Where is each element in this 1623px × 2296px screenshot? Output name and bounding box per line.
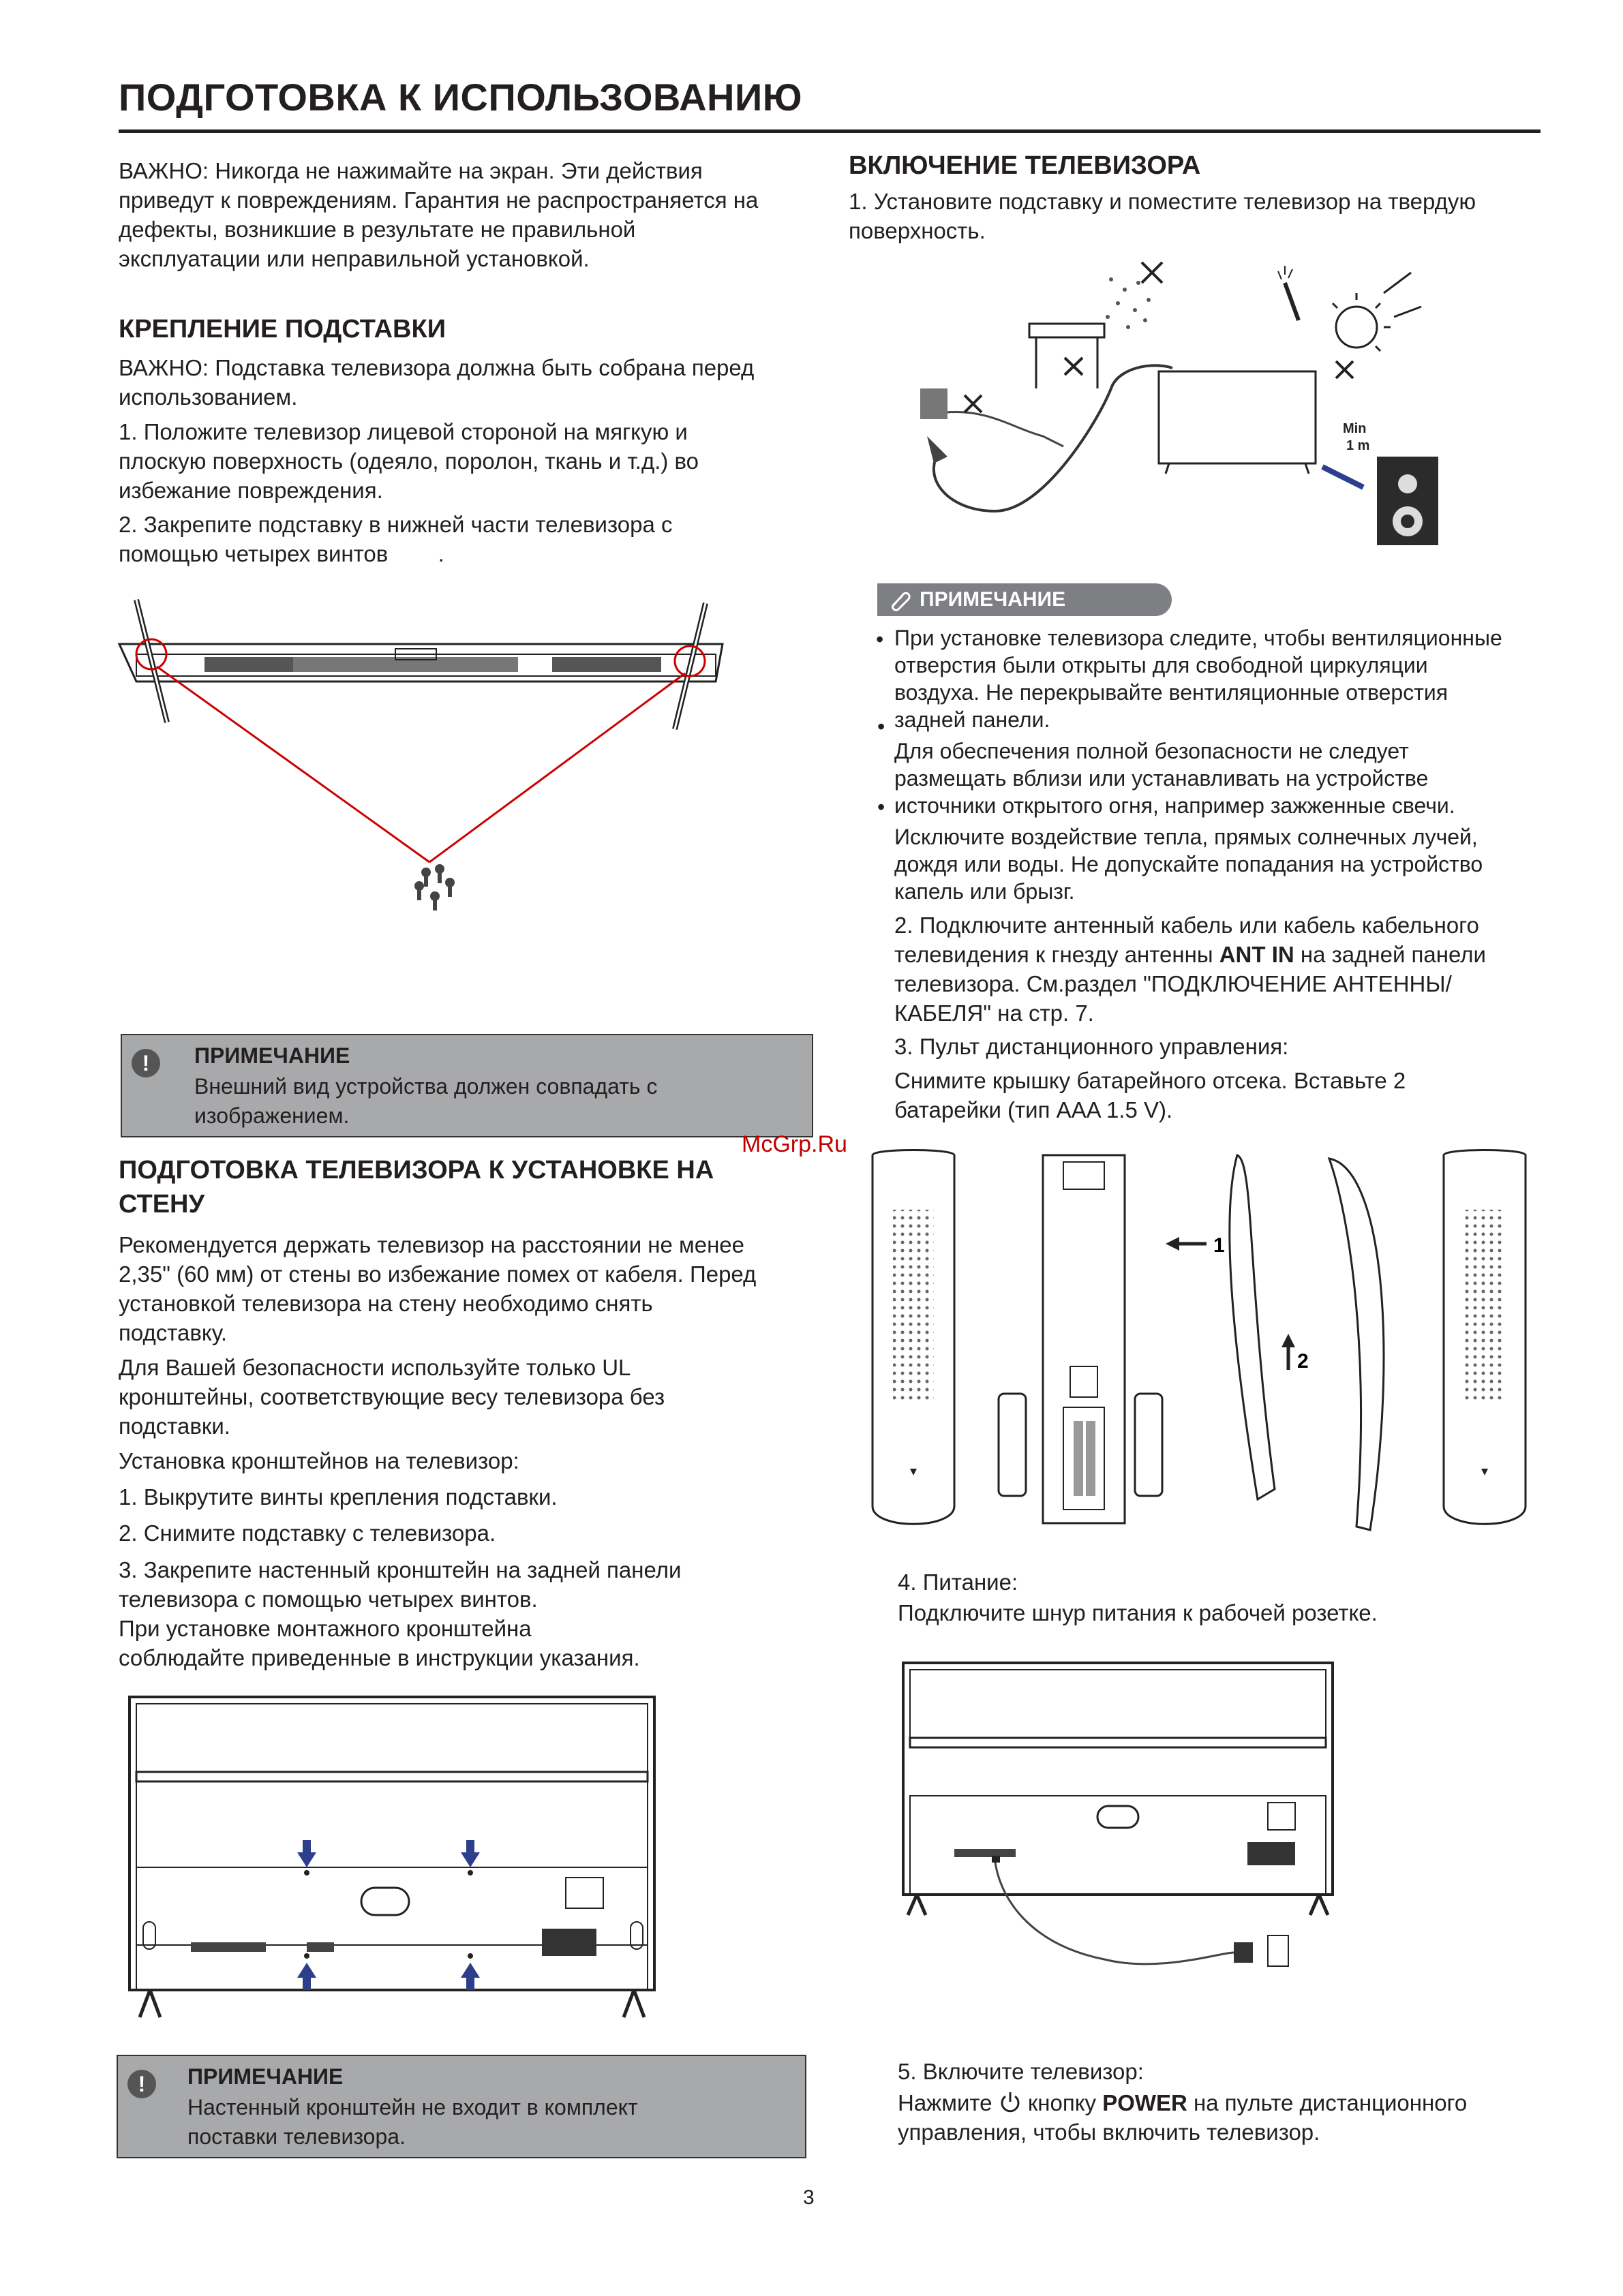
tv-back-wall-diagram: [130, 1697, 658, 2038]
note-bullet-2: •: [877, 714, 885, 739]
stand-important: [119, 353, 754, 412]
text-line: кронштейны, соответствующие весу телевизора без: [119, 1384, 665, 1409]
note-box-1: [121, 1034, 813, 1137]
text-line: установкой телевизора на стену необходимо снять: [119, 1291, 653, 1316]
note-title: ПРИМЕЧАНИЕ: [187, 2064, 344, 2089]
text-line: Внешний вид устройства должен совпадать с: [194, 1074, 658, 1099]
text-span: на пульте дистанционного: [1187, 2090, 1468, 2115]
text-line: ВАЖНО: Никогда не нажимайте на экран. Эти действия: [119, 158, 703, 183]
text-line: [894, 940, 1486, 969]
text-span: на задней панели: [1294, 942, 1486, 967]
step-4-body: Подключите шнур питания к рабочей розетке.: [898, 1600, 1378, 1625]
text-line: Снимите крышку батарейного отсека. Вставьте 2: [894, 1068, 1406, 1093]
stand-step-1: [119, 417, 699, 505]
exclamation-icon: !: [127, 2070, 156, 2098]
note-title: ПРИМЕЧАНИЕ: [194, 1043, 350, 1068]
ant-in-label: ANT IN: [1219, 942, 1294, 967]
page-title: ПОДГОТОВКА К ИСПОЛЬЗОВАНИЮ: [119, 76, 802, 119]
text-line: 1. Положите телевизор лицевой стороной на мягкую и: [119, 419, 688, 444]
text-line: 3. Закрепите настенный кронштейн на задней панели: [119, 1557, 682, 1582]
stand-heading: КРЕПЛЕНИЕ ПОДСТАВКИ: [119, 315, 446, 343]
text-line: телевизора. См.раздел "ПОДКЛЮЧЕНИЕ АНТЕННЫ/: [894, 971, 1452, 996]
arrow-label-2: 2: [1297, 1350, 1309, 1373]
text-line: плоскую поверхность (одеяло, поролон, ткань и т.д.) во: [119, 448, 699, 474]
text-span: телевидения к гнезду антенны: [894, 942, 1219, 967]
exclamation-icon: !: [132, 1049, 160, 1077]
text-line: Для обеспечения полной безопасности не следует: [894, 739, 1409, 763]
important-paragraph: [119, 156, 758, 273]
text-line: управления, чтобы включить телевизор.: [898, 2119, 1320, 2145]
stand-step-2: [119, 510, 672, 568]
step-5-body: [898, 2088, 1467, 2147]
text-line: СТЕНУ: [119, 1190, 205, 1219]
step-4-power: 4. Питание:: [898, 1570, 1018, 1595]
text-span: кнопку: [1021, 2090, 1103, 2115]
note-body: [194, 1072, 657, 1131]
turn-on-step-1: [849, 187, 1476, 245]
text-line: помощью четырех винтов .: [119, 541, 444, 566]
text-line: Исключите воздействие тепла, прямых солнечных лучей,: [894, 825, 1478, 849]
text-line: капель или брызг.: [894, 879, 1075, 904]
text-line: источники открытого огня, например зажженные свечи.: [894, 793, 1455, 818]
note-box-2: [117, 2055, 806, 2158]
text-line: воздуха. Не перекрывайте вентиляционные отверстия: [894, 680, 1448, 705]
step-3-remote: 3. Пульт дистанционного управления:: [894, 1034, 1289, 1059]
note-bullet-3: •: [877, 795, 885, 819]
text-line: ВАЖНО: Подставка телевизора должна быть собрана перед: [119, 355, 755, 380]
text-line: 2,35" (60 мм) от стены во избежание помех от кабеля. Перед: [119, 1261, 757, 1287]
note-text: [894, 624, 1502, 905]
text-line: 1. Установите подставку и поместите телевизор на твердую: [849, 189, 1476, 214]
power-button-label: POWER: [1102, 2090, 1187, 2115]
text-line: задней панели.: [894, 707, 1050, 732]
text-span: Нажмите: [898, 2090, 999, 2115]
wall-step-3: [119, 1555, 681, 1672]
wall-heading: [119, 1153, 714, 1221]
text-line: подставки.: [119, 1413, 230, 1439]
text-line: Рекомендуется держать телевизор на расстоянии не менее: [119, 1232, 745, 1257]
text-line: дефекты, возникшие в результате не правильной: [119, 217, 636, 242]
text-line: телевизора с помощью четырех винтов.: [119, 1587, 538, 1612]
wall-paragraph-3: Установка кронштейнов на телевизор:: [119, 1448, 519, 1473]
text-line: отверстия были открыты для свободной циркуляции: [894, 653, 1428, 677]
power-cord-diagram: [900, 1659, 1350, 2014]
text-line: Для Вашей безопасности используйте только UL: [119, 1355, 631, 1380]
turn-on-heading: ВКЛЮЧЕНИЕ ТЕЛЕВИЗОРА: [849, 151, 1201, 180]
min-distance-label: 1 m: [1346, 438, 1370, 453]
text-line: 2. Закрепите подставку в нижней части телевизора с: [119, 512, 673, 537]
text-line: 2. Подключите антенный кабель или кабель кабельного: [894, 913, 1479, 938]
text-line: приведут к повреждениям. Гарантия не распространяется на: [119, 187, 759, 213]
note-pill: [877, 583, 1172, 616]
step-2-antenna: [894, 910, 1486, 1028]
note-body: [187, 2093, 638, 2152]
stand-diagram: [116, 586, 729, 913]
text-line: размещать вблизи или устанавливать на устройстве: [894, 766, 1429, 791]
arrow-label-1: 1: [1213, 1234, 1225, 1257]
wall-step-1: 1. Выкрутите винты крепления подставки.: [119, 1484, 558, 1510]
text-line: При установке монтажного кронштейна: [119, 1616, 532, 1641]
text-line: соблюдайте приведенные в инструкции указания.: [119, 1645, 640, 1670]
text-line: подставку.: [119, 1320, 228, 1345]
text-line: Настенный кронштейн не входит в комплект: [187, 2095, 638, 2119]
step-5-turn-on: 5. Включите телевизор:: [898, 2059, 1144, 2084]
note-bullet-1: •: [876, 627, 884, 652]
wall-paragraph-1: [119, 1230, 756, 1347]
text-line: батарейки (тип AAA 1.5 V).: [894, 1097, 1173, 1122]
text-line: ПОДГОТОВКА ТЕЛЕВИЗОРА К УСТАНОВКЕ НА: [119, 1156, 714, 1184]
text-line: [898, 2088, 1467, 2117]
wall-paragraph-2: [119, 1353, 665, 1441]
power-icon: [999, 2090, 1022, 2113]
remote-battery-diagram: [866, 1148, 1541, 1537]
text-line: использованием.: [119, 384, 298, 410]
text-line: КАБЕЛЯ" на стр. 7.: [894, 1000, 1094, 1026]
text-line: поставки телевизора.: [187, 2124, 406, 2149]
text-line: эксплуатации или неправильной установкой.: [119, 246, 590, 271]
paperclip-icon: [886, 589, 913, 612]
title-rule: [119, 129, 1541, 133]
wall-step-2: 2. Снимите подставку с телевизора.: [119, 1520, 496, 1546]
text-line: поверхность.: [849, 218, 986, 243]
note-pill-label: ПРИМЕЧАНИЕ: [920, 588, 1066, 611]
watermark: McGrp.Ru: [742, 1131, 847, 1157]
text-line: избежание повреждения.: [119, 478, 383, 503]
page-number: 3: [803, 2186, 815, 2209]
step-3-body: [894, 1066, 1406, 1124]
placement-diagram: [907, 252, 1452, 545]
text-line: изображением.: [194, 1103, 350, 1128]
text-line: При установке телевизора следите, чтобы вентиляционные: [894, 626, 1502, 650]
text-line: дождя или воды. Не допускайте попадания на устройство: [894, 852, 1483, 876]
min-label: Min: [1343, 421, 1367, 436]
